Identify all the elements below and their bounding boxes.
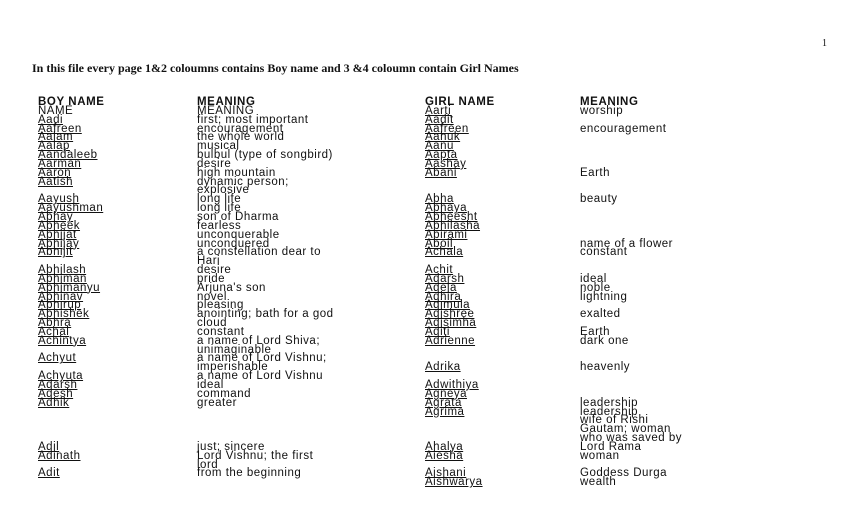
boy-name-line: Aalam bbox=[38, 131, 74, 144]
girl-name-line: Aarti bbox=[425, 104, 452, 117]
boy-name-line: Adit bbox=[38, 467, 60, 480]
girl-meaning-line: Earth bbox=[580, 325, 610, 338]
girl-name-line: Adisimha bbox=[425, 317, 477, 330]
boy-meaning-line: high mountain bbox=[197, 166, 276, 179]
girl-meaning-line bbox=[580, 381, 682, 390]
girl-meaning-header: MEANING bbox=[580, 96, 639, 108]
girl-meaning-line: heavenly bbox=[580, 361, 631, 374]
girl-meaning-line bbox=[580, 372, 682, 381]
boy-meaning-line: from the beginning bbox=[197, 467, 302, 480]
intro-text: In this file every page 1&2 coloumns contains Boy name and 3 &4 coloumn contain Girl Names bbox=[32, 61, 519, 75]
girl-meaning-line: constant bbox=[580, 246, 628, 259]
girl-meaning-line: dark one bbox=[580, 334, 629, 347]
boy-name-line: Achal bbox=[38, 325, 70, 338]
boy-name-line: Aarman bbox=[38, 157, 82, 170]
boy-meaning-line: greater bbox=[197, 396, 237, 409]
girl-meaning-line: Lord Rama bbox=[580, 440, 642, 453]
girl-meaning-line: wealth bbox=[580, 476, 617, 489]
girl-meaning-line bbox=[580, 222, 682, 231]
boy-name-line: NAME bbox=[38, 104, 74, 117]
girl-name-line: Adhira bbox=[425, 290, 462, 303]
boy-meaning-line: son of Dharma bbox=[197, 210, 279, 223]
girl-meaning-line: encouragement bbox=[580, 122, 667, 135]
boy-name-line bbox=[38, 416, 105, 425]
boy-name-line: Adhik bbox=[38, 396, 70, 409]
boy-meaning-line: Hari bbox=[197, 255, 221, 268]
girl-name-line: Abhaya bbox=[425, 202, 468, 215]
girl-name-line bbox=[425, 416, 495, 425]
girl-meaning-line: leadership bbox=[580, 396, 639, 409]
girl-name-line: Abirami bbox=[425, 228, 468, 241]
girl-name-line: Aiesha bbox=[425, 449, 464, 462]
boy-meaning-line: long life bbox=[197, 202, 242, 215]
boy-name-line: Abhilash bbox=[38, 264, 87, 277]
girl-meaning-line: ideal bbox=[580, 272, 607, 285]
boy-name-line: Adinath bbox=[38, 449, 81, 462]
boy-meaning-line: a name of Lord Shiva; bbox=[197, 334, 321, 347]
boy-name-column bbox=[38, 98, 105, 478]
girl-name-line bbox=[425, 425, 495, 434]
girl-name-line: Achit bbox=[425, 264, 454, 277]
boy-name-line: Abhimanyu bbox=[38, 281, 101, 294]
girl-meaning-line bbox=[580, 257, 682, 266]
boy-meaning-line: cloud bbox=[197, 317, 227, 330]
boy-meaning-line: dynamic person; bbox=[197, 175, 289, 188]
girl-meaning-line: beauty bbox=[580, 193, 618, 206]
girl-name-line: Adarsh bbox=[425, 272, 465, 285]
girl-meaning-line: name of a flower bbox=[580, 237, 674, 250]
boy-meaning-line: bulbul (type of songbird) bbox=[197, 149, 333, 162]
girl-name-line: Aafreen bbox=[425, 122, 469, 135]
boy-meaning-line: unconquered bbox=[197, 237, 270, 250]
girl-name-line: Abha bbox=[425, 193, 454, 206]
girl-name-line: Achala bbox=[425, 246, 464, 259]
girl-name-line: Abani bbox=[425, 166, 457, 179]
girl-name-line: Adimula bbox=[425, 299, 471, 312]
boy-meaning-line: unconquerable bbox=[197, 228, 280, 241]
boy-meaning-line bbox=[197, 425, 334, 434]
girl-meaning-line bbox=[580, 178, 682, 187]
girl-meaning-line: Earth bbox=[580, 166, 610, 179]
girl-name-line: Agrima bbox=[425, 405, 465, 418]
girl-name-line: Aahuk bbox=[425, 131, 461, 144]
boy-meaning-line: musical bbox=[197, 140, 240, 153]
girl-meaning-line: leadership bbox=[580, 405, 639, 418]
boy-name-line: Aaron bbox=[38, 166, 72, 179]
boy-name-line: Achyuta bbox=[38, 370, 84, 383]
boy-name-line: Abhiman bbox=[38, 272, 87, 285]
girl-meaning-line: exalted bbox=[580, 308, 621, 321]
girl-name-line: Aishani bbox=[425, 467, 467, 480]
boy-meaning-line: pride bbox=[197, 272, 226, 285]
boy-name-line: Abhay bbox=[38, 210, 74, 223]
boy-meaning-line: just; sincere bbox=[197, 440, 265, 453]
girl-name-line: Adrika bbox=[425, 361, 461, 374]
girl-name-line: Aanu bbox=[425, 140, 454, 153]
page-number: 1 bbox=[822, 38, 827, 49]
boy-name-line: Abhijat bbox=[38, 228, 77, 241]
boy-name-line: Aafreen bbox=[38, 122, 82, 135]
boy-meaning-line: fearless bbox=[197, 219, 242, 232]
boy-name-line: Abhishek bbox=[38, 308, 90, 321]
girl-name-line bbox=[425, 346, 495, 355]
girl-name-line: Aishwarya bbox=[425, 476, 483, 489]
girl-meaning-line: worship bbox=[580, 104, 624, 117]
boy-name-line: Adil bbox=[38, 440, 60, 453]
boy-meaning-line: ideal bbox=[197, 379, 224, 391]
boy-name-line: Aatish bbox=[38, 175, 73, 188]
girl-name-line: Adela bbox=[425, 281, 457, 294]
boy-name-line: Abheek bbox=[38, 219, 81, 232]
boy-meaning-line: lord bbox=[197, 458, 219, 471]
girl-name-line: Adwithiya bbox=[425, 379, 479, 391]
boy-meaning-line: pleasing bbox=[197, 299, 244, 312]
boy-meaning-line: anointing; bath for a god bbox=[197, 308, 334, 321]
boy-meaning-line bbox=[197, 408, 334, 417]
girl-meaning-line bbox=[580, 142, 682, 151]
girl-meaning-line: woman bbox=[580, 449, 620, 462]
boy-meaning-line: first; most important bbox=[197, 113, 309, 126]
girl-name-line: Agneya bbox=[425, 387, 468, 400]
boy-name-header: BOY NAME bbox=[38, 96, 105, 108]
boy-meaning-header: MEANING bbox=[197, 96, 256, 108]
boy-meaning-line: imperishable bbox=[197, 361, 269, 374]
boy-meaning-line: unimaginable bbox=[197, 343, 272, 356]
boy-name-line: Aalap bbox=[38, 140, 70, 153]
girl-name-line: Aapta bbox=[425, 149, 458, 162]
girl-meaning-line bbox=[580, 204, 682, 213]
boy-meaning-line: the whole world bbox=[197, 131, 285, 144]
boy-name-line: Abhra bbox=[38, 317, 72, 330]
boy-meaning-line: desire bbox=[197, 157, 232, 170]
girl-meaning-line bbox=[580, 133, 682, 142]
boy-meaning-column bbox=[197, 98, 334, 478]
girl-meaning-line: wife of Rishi bbox=[580, 414, 649, 427]
girl-name-line: Ahalya bbox=[425, 440, 464, 453]
girl-name-line: Adrienne bbox=[425, 334, 476, 347]
girl-name-line: Agrata bbox=[425, 396, 462, 409]
girl-name-line: Aadit bbox=[425, 113, 454, 126]
boy-meaning-line: MEANING bbox=[197, 104, 255, 117]
girl-meaning-line: noble bbox=[580, 281, 611, 294]
girl-meaning-line bbox=[580, 213, 682, 222]
boy-meaning-line: novel bbox=[197, 290, 227, 303]
boy-meaning-line bbox=[197, 416, 334, 425]
boy-meaning-line: constant bbox=[197, 325, 245, 338]
boy-name-line: Abhijay bbox=[38, 237, 80, 250]
boy-meaning-line: desire bbox=[197, 264, 232, 277]
boy-name-line: Abhijit bbox=[38, 246, 73, 259]
girl-name-line: Aashay bbox=[425, 157, 467, 170]
girl-name-header: GIRL NAME bbox=[425, 96, 495, 108]
girl-name-line bbox=[425, 178, 495, 187]
girl-name-column bbox=[425, 98, 495, 487]
girl-name-line: Aboil bbox=[425, 237, 454, 250]
boy-meaning-line: a name of Lord Vishnu; bbox=[197, 352, 327, 365]
girl-name-line: Abhilasha bbox=[425, 219, 481, 232]
boy-name-line: Abhinav bbox=[38, 290, 84, 303]
boy-name-line bbox=[38, 425, 105, 434]
girl-meaning-line: lightning bbox=[580, 290, 628, 303]
boy-name-line bbox=[38, 408, 105, 417]
girl-meaning-line: Goddess Durga bbox=[580, 467, 668, 480]
girl-name-line: Aditi bbox=[425, 325, 450, 338]
boy-meaning-line: a constellation dear to bbox=[197, 246, 322, 259]
boy-meaning-line: Arjuna's son bbox=[197, 281, 266, 294]
boy-meaning-line: long life bbox=[197, 193, 242, 206]
girl-meaning-line bbox=[580, 151, 682, 160]
boy-name-line: Adarsh bbox=[38, 379, 78, 391]
boy-name-line: Aayushman bbox=[38, 202, 104, 215]
boy-meaning-line: command bbox=[197, 387, 251, 400]
girl-meaning-line: who was saved by bbox=[580, 432, 682, 445]
boy-name-line: Aadi bbox=[38, 113, 64, 126]
boy-name-line: Aandaleeb bbox=[38, 149, 98, 162]
boy-meaning-line: a name of Lord Vishnu bbox=[197, 370, 324, 383]
boy-name-line: Achyut bbox=[38, 352, 77, 365]
boy-name-line: Abhirup bbox=[38, 299, 82, 312]
boy-meaning-line: encouragement bbox=[197, 122, 284, 135]
boy-name-line: Adesh bbox=[38, 387, 74, 400]
girl-meaning-column bbox=[580, 98, 682, 487]
boy-meaning-line: Lord Vishnu; the first bbox=[197, 449, 314, 462]
boy-meaning-line: explosive bbox=[197, 184, 250, 197]
girl-name-line: Abheesht bbox=[425, 210, 478, 223]
boy-name-line: Aayush bbox=[38, 193, 80, 206]
girl-meaning-line bbox=[580, 346, 682, 355]
girl-name-line: Adishree bbox=[425, 308, 475, 321]
girl-meaning-line: Gautam; woman bbox=[580, 423, 671, 436]
boy-name-line: Achintya bbox=[38, 334, 87, 347]
